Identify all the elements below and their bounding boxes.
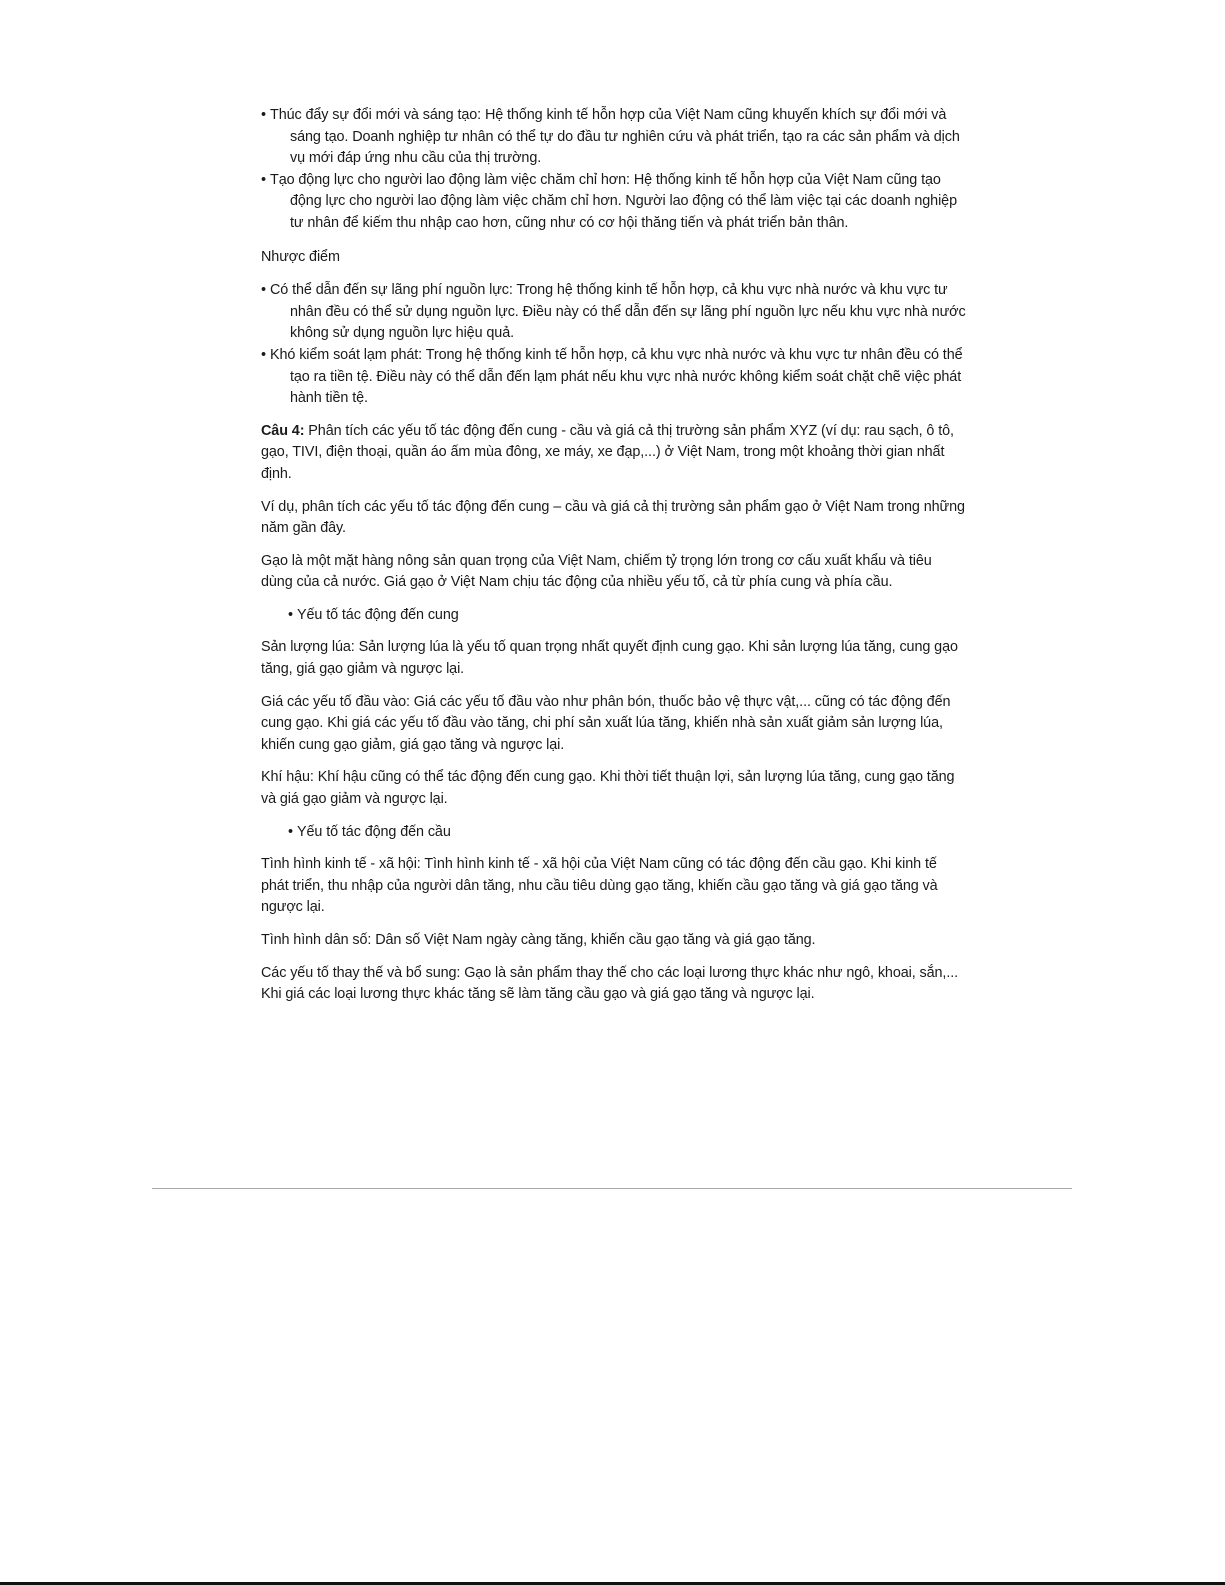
bullet-icon: • [261,282,266,299]
advantage-innovation-text: Thúc đẩy sự đổi mới và sáng tạo: Hệ thống kinh tế hỗn hợp của Việt Nam cũng khuyến khích sự đổi mới và sáng tạo. Doanh nghiệp tư nhân có thể tự do đầu tư nghiên cứu và phát triển, tạo ra các sản phẩm và dịch vụ mới đáp ứng nhu cầu của thị trường. [270,107,960,167]
demand-heading [261,822,967,844]
bullet-icon: • [288,606,293,623]
demand-paragraph-substitutes: Các yếu tố thay thế và bổ sung: Gạo là sản phẩm thay thế cho các loại lương thực khác như ngô, khoai, sắn,... Khi giá các loại lương thực khác tăng sẽ làm tăng cầu gạo và giá gạo tăng và ngược lại. [261,964,959,1003]
example-intro-paragraph: Ví dụ, phân tích các yếu tố tác động đến cung – cầu và giá cả thị trường sản phẩm gạo ở Việt Nam trong những năm gần đây. [261,498,965,537]
demand-heading-text: Yếu tố tác động đến cầu [297,823,451,840]
disadvantage-waste-text: Có thể dẫn đến sự lãng phí nguồn lực: Trong hệ thống kinh tế hỗn hợp, cả khu vực nhà nước và khu vực tư nhân đều có thể sử dụng nguồn lực. Điều này có thể dẫn đến sự lãng phí nguồn lực nếu khu vực nhà nước không sử dụng nguồn lực hiệu quả. [270,282,966,342]
supply-paragraph-climate: Khí hậu: Khí hậu cũng có thể tác động đến cung gạo. Khi thời tiết thuận lợi, sản lượng lúa tăng, cung gạo tăng và giá gạo giảm và ngược lại. [261,769,955,808]
bullet-icon: • [261,171,266,188]
question-paragraph [261,421,967,486]
advantage-motivation-text: Tạo động lực cho người lao động làm việc chăm chỉ hơn: Hệ thống kinh tế hỗn hợp của Việt Nam cũng tạo động lực cho người lao động làm việc chăm chỉ hơn. Người lao động có thể làm việc tại các doanh nghiệp tư nhân để kiếm thu nhập cao hơn, cũng như có cơ hội thăng tiến và phát triển bản thân. [270,171,957,231]
supply-paragraph-input-costs: Giá các yếu tố đầu vào: Giá các yếu tố đầu vào như phân bón, thuốc bảo vệ thực vật,... cũng có tác động đến cung gạo. Khi giá các yếu tố đầu vào tăng, chi phí sản xuất lúa tăng, khiến nhà sản xuất giảm sản lượng lúa, khiến cung gạo giảm, giá gạo tăng và ngược lại. [261,693,951,753]
list-item [261,170,967,235]
demand-paragraph-economy: Tình hình kinh tế - xã hội: Tình hình kinh tế - xã hội của Việt Nam cũng có tác động đến cầu gạo. Khi kinh tế phát triển, thu nhập của người dân tăng, nhu cầu tiêu dùng gạo tăng, khiến cầu gạo tăng và giá gạo tăng và ngược lại. [261,856,938,916]
bullet-icon: • [261,107,266,123]
list-item [261,105,967,170]
rice-intro-paragraph: Gạo là một mặt hàng nông sản quan trọng của Việt Nam, chiếm tỷ trọng lớn trong cơ cấu xuất khẩu và tiêu dùng của cả nước. Giá gạo ở Việt Nam chịu tác động của nhiều yếu tố, cả từ phía cung và phía cầu. [261,552,932,591]
bullet-icon: • [288,823,293,840]
question-label: Câu 4: [261,422,305,439]
demand-paragraph-population: Tình hình dân số: Dân số Việt Nam ngày càng tăng, khiến cầu gạo tăng và giá gạo tăng. [261,932,816,948]
page-divider [152,1188,1072,1189]
disadvantage-inflation-text: Khó kiểm soát lạm phát: Trong hệ thống kinh tế hỗn hợp, cả khu vực nhà nước và khu vực tư nhân đều có thể tạo ra tiền tệ. Điều này có thể dẫn đến lạm phát nếu khu vực nhà nước không kiểm soát chặt chẽ việc phát hành tiền tệ. [270,346,963,407]
section-heading-disadvantages: Nhược điểm [261,248,340,265]
bullet-icon: • [261,346,266,363]
list-item [261,345,967,410]
supply-heading [261,605,967,627]
question-text: Phân tích các yếu tố tác động đến cung - cầu và giá cả thị trường sản phẩm XYZ (ví dụ: rau sạch, ô tô, gạo, TIVI, điện thoại, quần áo ấm mùa đông, xe máy, xe đạp,...) ở Việt Nam, trong một khoảng thời gian nhất định. [261,422,954,482]
list-item [261,280,967,345]
supply-paragraph-output: Sản lượng lúa: Sản lượng lúa là yếu tố quan trọng nhất quyết định cung gạo. Khi sản lượng lúa tăng, cung gạo tăng, giá gạo giảm và ngược lại. [261,639,958,678]
document-body [261,105,967,1006]
supply-heading-text: Yếu tố tác động đến cung [297,606,459,623]
